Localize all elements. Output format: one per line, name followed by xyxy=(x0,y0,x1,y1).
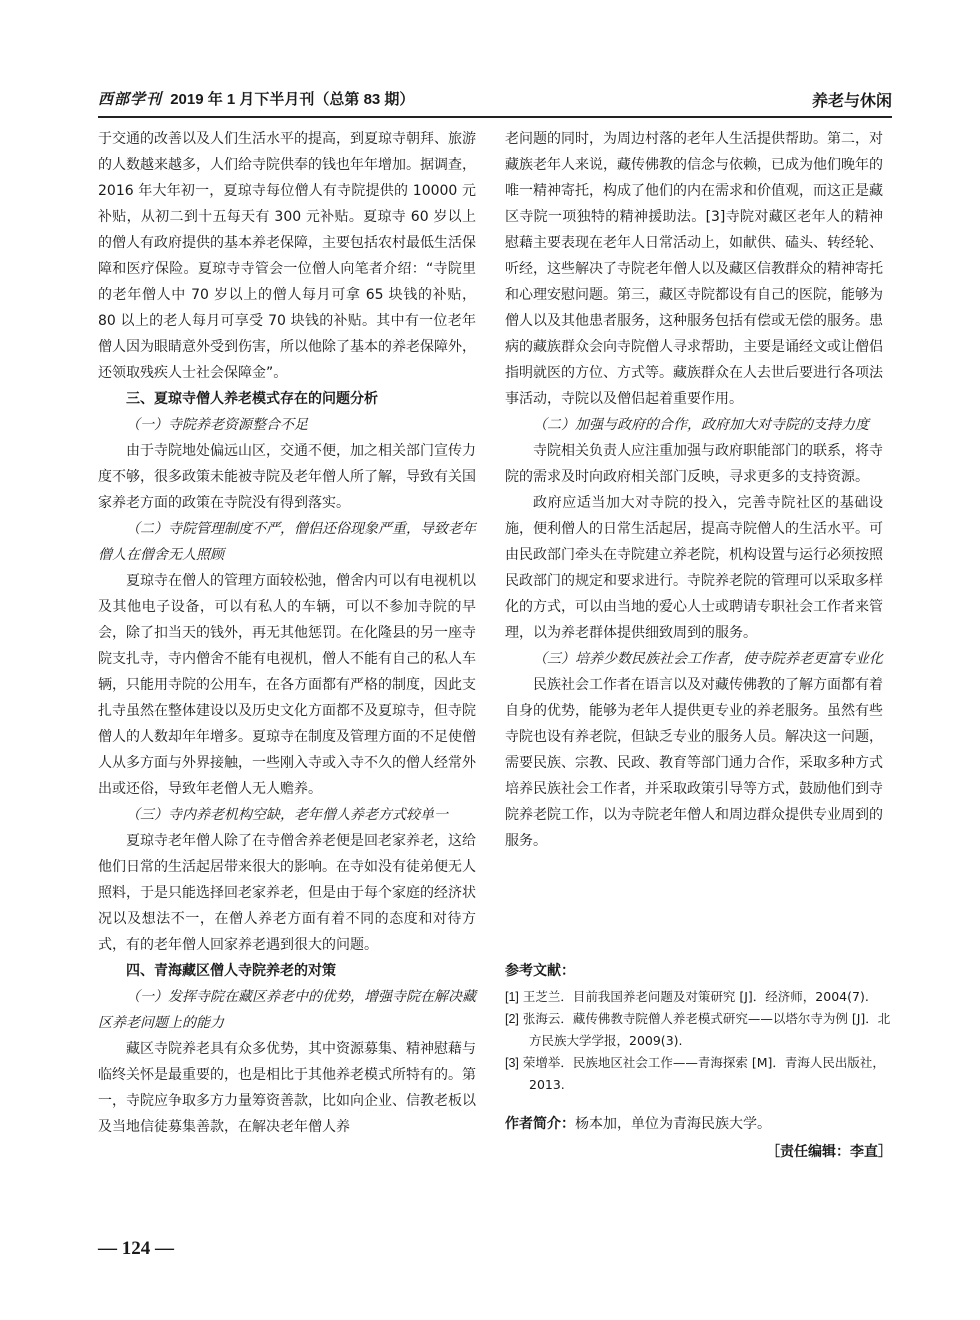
subsection-heading: （二）寺院管理制度不严，僧侣还俗现象严重，导致老年僧人在僧舍无人照顾 xyxy=(98,521,476,563)
subsection-heading: （一）发挥寺院在藏区养老中的优势，增强寺院在解决藏区养老问题上的能力 xyxy=(98,989,476,1031)
paragraph: 夏琼寺老年僧人除了在寺僧舍养老便是回老家养老，这给他们日常的生活起居带来很大的影响。在寺如没有徒弟便无人照料，于是只能选择回老家养老，但是由于每个家庭的经济状况以及想法不一，在僧人养老方面有着不同的态度和对待方式，有的老年僧人回家养老遇到很大的问题。 xyxy=(98,833,476,953)
reference-number: [2] xyxy=(505,1012,519,1026)
references-section xyxy=(505,960,892,1096)
left-column xyxy=(98,126,476,1206)
author-label: 作者简介： xyxy=(505,1116,575,1132)
author-text: 杨本加，单位为青海民族大学。 xyxy=(575,1116,771,1132)
reference-number: [1] xyxy=(505,990,519,1004)
paragraph: 寺院相关负责人应注重加强与政府职能部门的联系，将寺院的需求及时向政府相关部门反映，寻求更多的支持资源。 xyxy=(505,443,883,485)
reference-text: 王芝兰．目前我国养老问题及对策研究 [J]．经济师，2004(7). xyxy=(522,989,869,1004)
section-heading: 四、青海藏区僧人寺院养老的对策 xyxy=(126,963,336,979)
paragraph-continued: 于交通的改善以及人们生活水平的提高，到夏琼寺朝拜、旅游的人数越来越多，人们给寺院供奉的钱也年年增加。据调查，2016 年大年初一，夏琼寺每位僧人有寺院提供的 10000 元补贴，从初二到十五每天有 300 元补贴。夏琼寺 60 岁以上的僧人有政府提供的基本养老保障，主要包括农村最低生活保障和医疗保险。夏琼寺寺管会一位僧人向笔者介绍：“寺院里的老年僧人中 70 岁以上的僧人每月可拿 65 块钱的补贴，80 以上的老人每月可享受 70 块钱的补贴。其中有一位老年僧人因为眼睛意外受到伤害，所以他除了基本的养老保障外，还领取残疾人士社会保障金”。 xyxy=(98,131,476,381)
reference-item xyxy=(505,1008,892,1052)
paragraph: 夏琼寺在僧人的管理方面较松弛，僧舍内可以有电视机以及其他电子设备，可以有私人的车辆，可以不参加寺院的早会，除了扣当天的钱外，再无其他惩罚。在化隆县的另一座寺院支扎寺，寺内僧舍不能有电视机，僧人不能有自己的私人车辆，只能用寺院的公用车，在各方面都有严格的制度，因此支扎寺虽然在整体建设以及历史文化方面都不及夏琼寺，但寺院僧人的人数却年年增多。夏琼寺在制度及管理方面的不足使僧人从多方面与外界接触，一些刚入寺或入寺不久的僧人经常外出或还俗，导致年老僧人无人赡养。 xyxy=(98,573,476,797)
subsection-heading: （三）培养少数民族社会工作者，使寺院养老更富专业化 xyxy=(533,651,883,667)
reference-number: [3] xyxy=(505,1056,519,1070)
author-note xyxy=(505,1112,892,1136)
page-number: — 124 — xyxy=(98,1238,174,1259)
subsection-heading: （三）寺内养老机构空缺，老年僧人养老方式较单一 xyxy=(126,807,448,823)
journal-logo: 西部学刊 xyxy=(98,90,163,108)
section-heading: 三、夏琼寺僧人养老模式存在的问题分析 xyxy=(126,391,378,407)
reference-item xyxy=(505,1052,892,1096)
header-issue-info xyxy=(98,88,414,109)
paragraph: 由于寺院地处偏远山区，交通不便，加之相关部门宣传力度不够，很多政策未能被寺院及老年僧人所了解，导致有关国家养老方面的政策在寺院没有得到落实。 xyxy=(98,443,476,511)
references-title: 参考文献： xyxy=(505,963,575,979)
reference-text: 张海云．藏传佛教寺院僧人养老模式研究——以塔尔寺为例 [J]．北方民族大学学报，2009(3). xyxy=(522,1011,891,1048)
references-list xyxy=(505,986,892,1096)
header-divider xyxy=(98,116,892,118)
issue-label: 2019 年 1 月下半月刊（总第 83 期） xyxy=(170,91,415,108)
editor-note: ［责任编辑：李直］ xyxy=(766,1144,892,1160)
paragraph: 藏区寺院养老具有众多优势，其中资源募集、精神慰藉与临终关怀是最重要的，也是相比于其他养老模式所特有的。第一，寺院应争取多方力量筹资善款，比如向企业、信教老板以及当地信徒募集善款，在解决老年僧人养 xyxy=(98,1041,476,1135)
section-label: 养老与休闲 xyxy=(811,93,892,110)
right-column xyxy=(505,126,883,886)
paragraph: 民族社会工作者在语言以及对藏传佛教的了解方面都有着自身的优势，能够为老年人提供更专业的养老服务。虽然有些寺院也设有养老院，但缺乏专业的服务人员。解决这一问题，需要民族、宗教、民政、教育等部门通力合作，采取多种方式培养民族社会工作者，并采取政策引导等方式，鼓励他们到寺院养老院工作，以为寺院老年僧人和周边群众提供专业周到的服务。 xyxy=(505,677,883,849)
running-header xyxy=(98,86,892,116)
paragraph: 政府应适当加大对寺院的投入，完善寺院社区的基础设施，便利僧人的日常生活起居，提高寺院僧人的生活水平。可由民政部门牵头在寺院建立养老院，机构设置与运行必须按照民政部门的规定和要求进行。寺院养老院的管理可以采取多样化的方式，可以由当地的爱心人士或聘请专职社会工作者来管理，以为养老群体提供细致周到的服务。 xyxy=(505,495,883,641)
reference-text: 荣增举．民族地区社会工作——青海探索 [M]．青海人民出版社，2013. xyxy=(522,1055,885,1092)
paragraph-continued: 老问题的同时，为周边村落的老年人生活提供帮助。第二，对藏族老年人来说，藏传佛教的信念与依赖，已成为他们晚年的唯一精神寄托，构成了他们的内在需求和价值观，而这正是藏区寺院一项独特的精神援助法。[3]寺院对藏区老年人的精神慰藉主要表现在老年人日常活动上，如献供、磕头、转经轮、听经，这些解决了寺院老年僧人以及藏区信教群众的精神寄托和心理安慰问题。第三，藏区寺院都设有自己的医院，能够为僧人以及其他患者服务，这种服务包括有偿或无偿的服务。患病的藏族群众会向寺院僧人寻求帮助，主要是诵经文或让僧侣指明就医的方位、方式等。藏族群众在人去世后要进行各项法事活动，寺院以及僧侣起着重要作用。 xyxy=(505,131,883,407)
subsection-heading: （一）寺院养老资源整合不足 xyxy=(126,417,308,433)
subsection-heading: （二）加强与政府的合作，政府加大对寺院的支持力度 xyxy=(533,417,869,433)
reference-item xyxy=(505,986,892,1008)
